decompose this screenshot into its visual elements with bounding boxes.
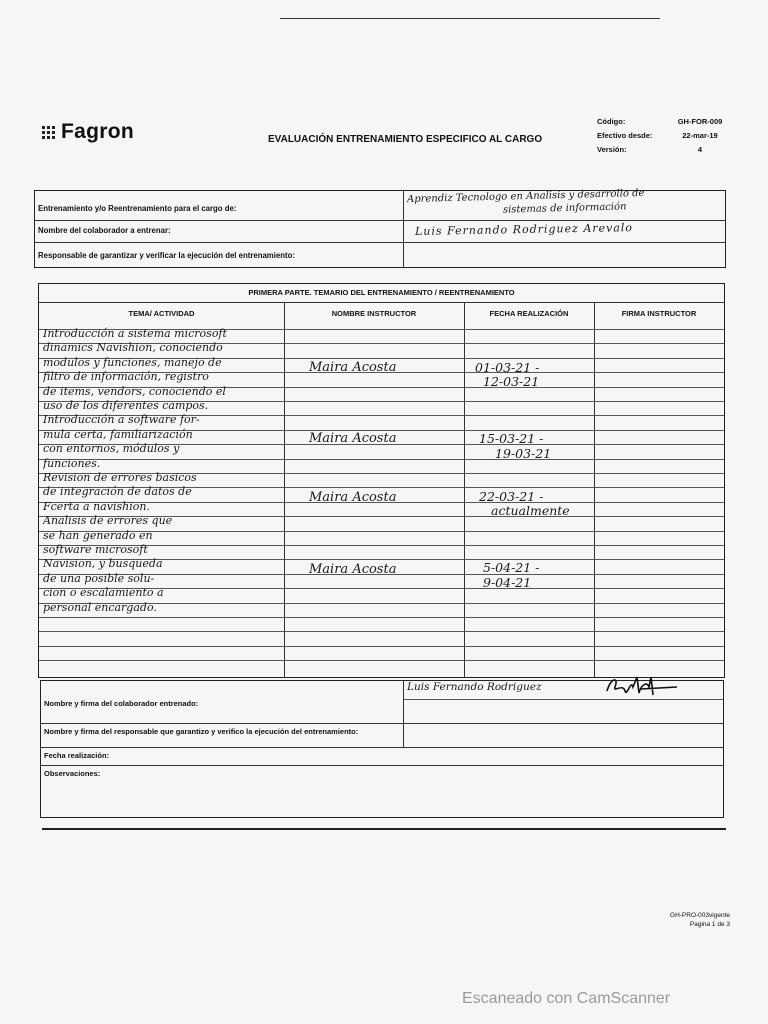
responsable-row bbox=[35, 242, 725, 267]
fecha-3-end: actualmente bbox=[491, 503, 570, 518]
camscanner-watermark: Escaneado con CamScanner bbox=[462, 990, 671, 1007]
activity-line: se han generado en bbox=[43, 528, 153, 542]
cargo-value-line2: sistemas de información bbox=[502, 201, 627, 216]
temario-table bbox=[38, 283, 725, 678]
fecha-2-start: 15-03-21 - bbox=[479, 431, 544, 446]
activity-line: mula certa, familiarización bbox=[43, 427, 193, 441]
fecha-4-start: 5-04-21 - bbox=[483, 560, 540, 575]
logo-text: Fagron bbox=[61, 120, 134, 143]
activity-line: Fcerta a navishion. bbox=[43, 499, 150, 513]
activity-line: dinamics Navishion, conociendo bbox=[43, 341, 223, 355]
colaborador-value: Luis Fernando Rodriguez Arevalo bbox=[414, 221, 634, 238]
col-firma: FIRMA INSTRUCTOR bbox=[621, 309, 697, 318]
activity-line: Introducción a software for- bbox=[43, 413, 200, 427]
footer-page: Pagina 1 de 3 bbox=[689, 921, 730, 928]
grid-rule bbox=[39, 660, 724, 661]
activity-line: Revision de errores basicos bbox=[43, 471, 197, 484]
activity-line: filtro de información, registro bbox=[43, 370, 209, 384]
activity-line: Analisis de errores que bbox=[43, 514, 173, 528]
responsable-label: Responsable de garantizar y verificar la ejecución del entrenamiento: bbox=[38, 251, 295, 260]
training-info-table bbox=[34, 187, 726, 268]
scan-edge-line bbox=[280, 18, 660, 19]
fecha-1-start: 01-03-21 - bbox=[475, 360, 540, 375]
instructor-2: Maira Acosta bbox=[309, 431, 397, 446]
activity-line: funciones. bbox=[43, 456, 101, 470]
activity-line: con entornos, módulos y bbox=[43, 442, 180, 456]
activity-line: Introducción a sistema microsoft bbox=[43, 327, 227, 340]
colaborador-row bbox=[35, 220, 725, 243]
version-value: 4 bbox=[697, 144, 703, 154]
efectivo-value: 22-mar-19 bbox=[682, 130, 718, 140]
fecha-realizacion-label: Fecha realización: bbox=[44, 751, 110, 760]
instructor-4: Maira Acosta bbox=[309, 562, 397, 577]
form-title: EVALUACIÓN ENTRENAMIENTO ESPECIFICO AL CARGO bbox=[268, 134, 543, 145]
form-meta bbox=[597, 114, 725, 156]
fecha-3-start: 22-03-21 - bbox=[479, 489, 544, 504]
activity-line: personal encargado. bbox=[43, 600, 157, 614]
cargo-label: Entrenamiento y/o Reentrenamiento para el cargo de: bbox=[38, 204, 237, 213]
closure-table bbox=[40, 680, 724, 818]
activity-line: de integración de datos de bbox=[43, 485, 192, 499]
cargo-row bbox=[35, 187, 725, 221]
grid-rule bbox=[39, 646, 724, 647]
efectivo-label: Efectivo desde: bbox=[597, 130, 653, 140]
activity-line: uso de los diferentes campos. bbox=[43, 399, 209, 412]
instructor-1: Maira Acosta bbox=[309, 360, 397, 375]
grid-rule bbox=[39, 617, 724, 618]
footer-doc-code: GH-PRO-003vigente bbox=[670, 912, 730, 919]
version-label: Versión: bbox=[597, 144, 627, 154]
codigo-value: GH-FOR-009 bbox=[677, 116, 723, 126]
entrenado-value: Luis Fernando Rodriguez bbox=[407, 681, 542, 693]
codigo-label: Código: bbox=[597, 116, 626, 126]
activity-line: de items, vendors, conociendo el bbox=[43, 384, 226, 398]
activity-line: de una posible solu- bbox=[43, 571, 155, 585]
activity-line: cion o escalamiento a bbox=[43, 586, 164, 600]
responsable-cierre-label: Nombre y firma del responsable que garantizo y verifico la ejecución del entrenamiento: bbox=[44, 727, 359, 736]
fecha-4-end: 9-04-21 bbox=[483, 575, 532, 590]
bottom-rule bbox=[42, 828, 726, 830]
company-logo bbox=[42, 120, 134, 144]
fecha-1-end: 12-03-21 bbox=[483, 374, 540, 389]
activity-line: modulos y funciones, manejo de bbox=[43, 355, 222, 369]
col-tema: TEMA/ ACTIVIDAD bbox=[128, 309, 195, 318]
cargo-value-line1: Aprendiz Tecnologo en Analisis y desarrollo de bbox=[406, 187, 645, 206]
entrenado-label: Nombre y firma del colaborador entrenado: bbox=[44, 699, 199, 708]
logo-dots-icon bbox=[42, 126, 55, 139]
col-fecha: FECHA REALIZACIÓN bbox=[489, 309, 569, 318]
instructor-3: Maira Acosta bbox=[309, 490, 397, 505]
fecha-2-end: 19-03-21 bbox=[495, 446, 552, 461]
signature-icon bbox=[601, 673, 681, 701]
activity-line: Navision, y busqueda bbox=[43, 557, 163, 571]
grid-rule bbox=[39, 631, 724, 632]
temario-title: PRIMERA PARTE. TEMARIO DEL ENTRENAMIENTO / REENTRENAMIENTO bbox=[39, 284, 724, 303]
col-instructor: NOMBRE INSTRUCTOR bbox=[331, 309, 417, 318]
page-footer bbox=[650, 911, 730, 929]
activity-line: software microsoft bbox=[43, 543, 148, 556]
observaciones-label: Observaciones: bbox=[44, 769, 101, 778]
colaborador-label: Nombre del colaborador a entrenar: bbox=[38, 226, 171, 235]
